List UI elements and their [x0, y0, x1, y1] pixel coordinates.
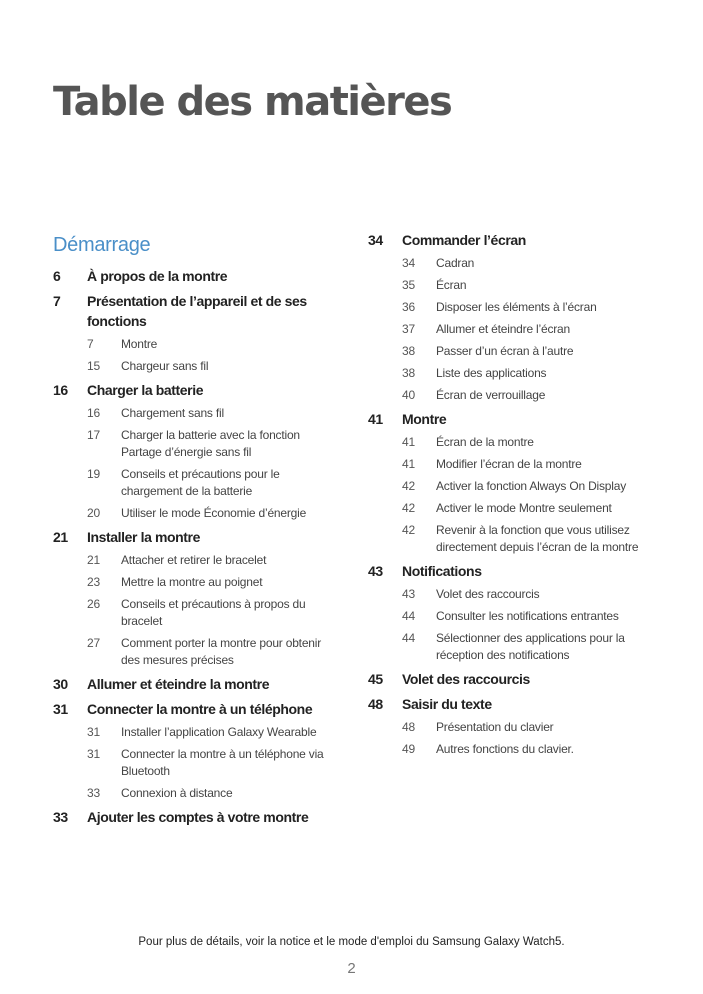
toc-subentries — [53, 336, 338, 375]
toc-subentry-title: Volet des raccourcis — [436, 587, 540, 601]
toc-subentry-page: 23 — [87, 575, 100, 589]
toc-subentry-title: Écran de verrouillage — [436, 388, 546, 402]
toc-subentry-page: 21 — [87, 553, 100, 567]
toc-subentry-title: Présentation du clavier — [436, 720, 554, 734]
toc-subentry[interactable] — [402, 741, 653, 758]
section-heading: Démarrage — [53, 234, 151, 256]
toc-entry[interactable] — [53, 380, 338, 400]
toc-subentry-page: 41 — [402, 457, 415, 471]
toc-entry[interactable] — [53, 807, 338, 827]
toc-subentry-page: 33 — [87, 786, 100, 800]
toc-subentries — [368, 434, 653, 556]
toc-entry-title: Notifications — [402, 563, 482, 579]
toc-subentry[interactable] — [402, 255, 653, 272]
toc-entry-title: Saisir du texte — [402, 696, 492, 712]
toc-subentry-page: 40 — [402, 388, 415, 402]
toc-subentry-page: 31 — [87, 747, 100, 761]
toc-subentry[interactable] — [402, 456, 653, 473]
toc-entry[interactable] — [53, 699, 338, 719]
toc-subentry[interactable] — [87, 785, 338, 802]
toc-subentry-page: 44 — [402, 631, 415, 645]
toc-entries — [53, 266, 338, 827]
toc-entry-page: 21 — [53, 529, 68, 545]
toc-subentry[interactable] — [87, 358, 338, 375]
toc-entry-title: Charger la batterie — [87, 382, 204, 398]
toc-subentry-page: 43 — [402, 587, 415, 601]
toc-subentry-page: 42 — [402, 523, 415, 537]
toc-subentry-page: 44 — [402, 609, 415, 623]
toc-subentry[interactable] — [402, 365, 653, 382]
toc-entry[interactable] — [53, 266, 338, 286]
toc-subentry-title: Modifier l’écran de la montre — [436, 457, 582, 471]
toc-subentry[interactable] — [87, 427, 338, 461]
toc-entry-title: Montre — [402, 411, 447, 427]
toc-entry-page: 31 — [53, 701, 68, 717]
toc-subentry-page: 20 — [87, 506, 100, 520]
toc-subentry-title: Chargeur sans fil — [121, 359, 209, 373]
toc-entry-page: 34 — [368, 232, 383, 248]
page-title: Table des matières — [53, 79, 452, 125]
toc-subentry[interactable] — [402, 719, 653, 736]
toc-subentry-title: Activer la fonction Always On Display — [436, 479, 627, 493]
toc-subentry[interactable] — [402, 277, 653, 294]
toc-entry-page: 7 — [53, 293, 61, 309]
toc-subentry-title: Conseils et précautions à propos du bracelet — [121, 597, 306, 628]
toc-subentry-title: Chargement sans fil — [121, 406, 224, 420]
toc-subentry-page: 35 — [402, 278, 415, 292]
toc-subentry-page: 31 — [87, 725, 100, 739]
toc-subentry-page: 48 — [402, 720, 415, 734]
toc-subentry[interactable] — [402, 321, 653, 338]
toc-subentry-title: Sélectionner des applications pour la réception des notifications — [436, 631, 625, 662]
toc-entry[interactable] — [368, 561, 653, 581]
toc-subentry-page: 37 — [402, 322, 415, 336]
toc-entry[interactable] — [53, 674, 338, 694]
toc-subentry-page: 42 — [402, 501, 415, 515]
toc-subentry-title: Conseils et précautions pour le chargement de la batterie — [121, 467, 280, 498]
toc-subentry-title: Écran de la montre — [436, 435, 534, 449]
toc-entries — [368, 230, 653, 758]
toc-subentry-title: Montre — [121, 337, 158, 351]
toc-subentries — [368, 255, 653, 404]
toc-subentry[interactable] — [402, 522, 653, 556]
toc-entry[interactable] — [368, 669, 653, 689]
toc-subentry[interactable] — [87, 552, 338, 569]
toc-entry[interactable] — [368, 694, 653, 714]
toc-entry-title: Allumer et éteindre la montre — [87, 676, 270, 692]
toc-subentry-page: 16 — [87, 406, 100, 420]
toc-subentry-page: 42 — [402, 479, 415, 493]
toc-subentry-title: Écran — [436, 278, 467, 292]
toc-subentry-title: Revenir à la fonction que vous utilisez directement depuis l’écran de la montre — [436, 523, 639, 554]
toc-subentry[interactable] — [87, 466, 338, 500]
toc-entry-title: Ajouter les comptes à votre montre — [87, 809, 309, 825]
toc-subentry[interactable] — [402, 387, 653, 404]
toc-entry-page: 45 — [368, 671, 383, 687]
toc-entry-page: 6 — [53, 268, 61, 284]
toc-entry-title: À propos de la montre — [87, 268, 228, 284]
toc-entry-page: 16 — [53, 382, 68, 398]
toc-subentry[interactable] — [402, 478, 653, 495]
toc-entry-page: 41 — [368, 411, 383, 427]
toc-subentry[interactable] — [87, 596, 338, 630]
toc-subentry-page: 38 — [402, 366, 415, 380]
toc-left-column — [53, 230, 338, 827]
toc-subentry-page: 15 — [87, 359, 100, 373]
toc-entry[interactable] — [368, 409, 653, 429]
toc-entry-page: 33 — [53, 809, 68, 825]
toc-subentry-title: Installer l’application Galaxy Wearable — [121, 725, 317, 739]
toc-subentry[interactable] — [402, 630, 653, 664]
toc-entry-page: 48 — [368, 696, 383, 712]
toc-entry[interactable] — [53, 527, 338, 547]
toc-subentry-title: Passer d’un écran à l’autre — [436, 344, 574, 358]
toc-subentry-page: 34 — [402, 256, 415, 270]
toc-subentry-page: 27 — [87, 636, 100, 650]
toc-right-column — [368, 230, 653, 761]
toc-entry-title: Installer la montre — [87, 529, 200, 545]
toc-entry-page: 43 — [368, 563, 383, 579]
toc-subentry-title: Connecter la montre à un téléphone via Bluetooth — [121, 747, 324, 778]
toc-entry-page: 30 — [53, 676, 68, 692]
toc-subentry[interactable] — [87, 405, 338, 422]
toc-subentry-title: Allumer et éteindre l’écran — [436, 322, 571, 336]
toc-subentry-page: 41 — [402, 435, 415, 449]
toc-subentry[interactable] — [402, 500, 653, 517]
toc-subentries — [53, 552, 338, 669]
toc-subentry[interactable] — [87, 635, 338, 669]
toc-entry-title: Présentation de l’appareil et de ses fonctions — [87, 293, 307, 329]
toc-subentry-page: 38 — [402, 344, 415, 358]
toc-subentries — [368, 586, 653, 664]
toc-entry-title: Connecter la montre à un téléphone — [87, 701, 313, 717]
page-number: 2 — [347, 960, 356, 977]
toc-subentry[interactable] — [402, 586, 653, 603]
toc-subentry-title: Liste des applications — [436, 366, 547, 380]
toc-subentry-title: Mettre la montre au poignet — [121, 575, 263, 589]
toc-entry-title: Volet des raccourcis — [402, 671, 530, 687]
toc-subentry[interactable] — [402, 343, 653, 360]
toc-subentry-page: 17 — [87, 428, 100, 442]
toc-subentry-title: Connexion à distance — [121, 786, 233, 800]
toc-subentry-page: 49 — [402, 742, 415, 756]
toc-subentry-title: Attacher et retirer le bracelet — [121, 553, 267, 567]
toc-subentries — [53, 724, 338, 802]
toc-subentry-title: Comment porter la montre pour obtenir des mesures précises — [121, 636, 322, 667]
toc-subentries — [368, 719, 653, 758]
toc-subentry[interactable] — [402, 299, 653, 316]
toc-subentry-page: 26 — [87, 597, 100, 611]
toc-subentry[interactable] — [87, 746, 338, 780]
toc-subentry-title: Disposer les éléments à l’écran — [436, 300, 597, 314]
toc-subentry-title: Cadran — [436, 256, 475, 270]
toc-subentry-page: 19 — [87, 467, 100, 481]
toc-subentry-title: Charger la batterie avec la fonction Partage d’énergie sans fil — [121, 428, 300, 459]
toc-subentry[interactable] — [87, 505, 338, 522]
toc-subentry-title: Activer le mode Montre seulement — [436, 501, 612, 515]
footnote: Pour plus de détails, voir la notice et le mode d'emploi du Samsung Galaxy Watch5. — [138, 936, 565, 948]
toc-subentry[interactable] — [87, 336, 338, 353]
toc-subentry-title: Consulter les notifications entrantes — [436, 609, 619, 623]
toc-entry[interactable] — [53, 291, 338, 331]
toc-subentry[interactable] — [402, 608, 653, 625]
toc-entry[interactable] — [368, 230, 653, 250]
toc-subentry-page: 7 — [87, 337, 94, 351]
toc-subentry[interactable] — [402, 434, 653, 451]
toc-subentry-title: Utiliser le mode Économie d’énergie — [121, 506, 307, 520]
toc-subentry[interactable] — [87, 724, 338, 741]
toc-subentry[interactable] — [87, 574, 338, 591]
toc-entry-title: Commander l’écran — [402, 232, 526, 248]
toc-subentry-title: Autres fonctions du clavier. — [436, 742, 574, 756]
toc-subentry-page: 36 — [402, 300, 415, 314]
toc-subentries — [53, 405, 338, 522]
